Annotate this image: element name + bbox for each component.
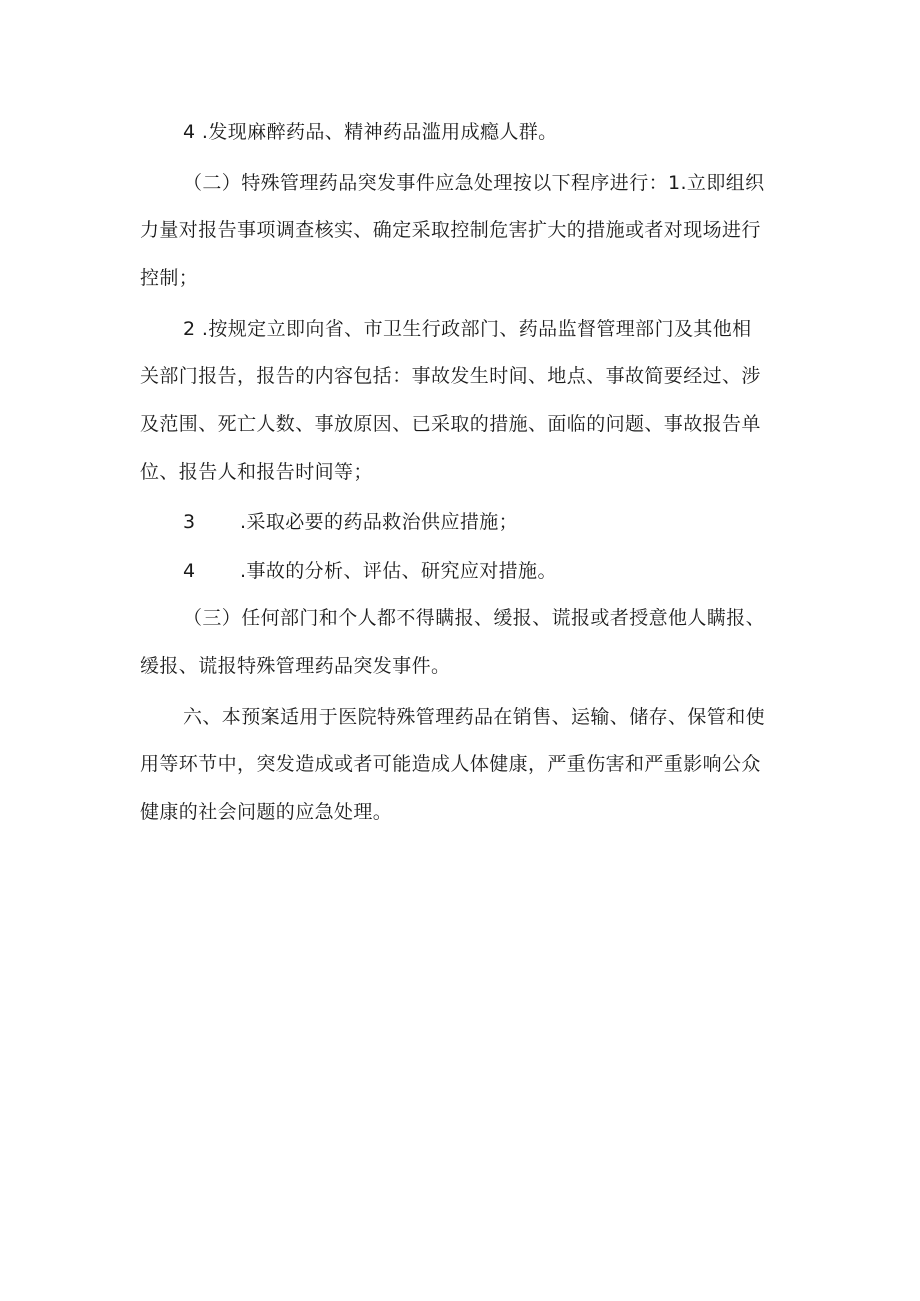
paragraph-line: （三）任何部门和个人都不得瞒报、缓报、谎报或者授意他人瞒报、 bbox=[183, 607, 766, 629]
paragraph-line: 及范围、死亡人数、事放原因、已采取的措施、面临的问题、事故报告单 bbox=[140, 413, 761, 435]
paragraph-line: 缓报、谎报特殊管理药品突发事件。 bbox=[140, 655, 451, 677]
paragraph-line: 2 .按规定立即向省、市卫生行政部门、药品监督管理部门及其他相 bbox=[183, 318, 752, 340]
paragraph-line: 用等环节中，突发造成或者可能造成人体健康，严重伤害和严重影响公众 bbox=[140, 753, 761, 775]
paragraph-line: 位、报告人和报告时间等； bbox=[140, 461, 373, 483]
paragraph-line: 力量对报告事项调查核实、确定采取控制危害扩大的措施或者对现场进行 bbox=[140, 219, 761, 241]
list-item-number: 3 bbox=[183, 511, 196, 533]
list-item-text: .事故的分析、评估、研究应对措施。 bbox=[240, 560, 557, 582]
list-item-number: 4 bbox=[183, 560, 196, 582]
paragraph-line: （二）特殊管理药品突发事件应急处理按以下程序进行：1.立即组织 bbox=[183, 172, 765, 194]
list-item bbox=[183, 559, 843, 583]
paragraph-line: 六、本预案适用于医院特殊管理药品在销售、运输、储存、保管和使 bbox=[183, 706, 766, 728]
list-item-text: .采取必要的药品救治供应措施； bbox=[240, 511, 519, 533]
paragraph-line: 控制； bbox=[140, 267, 199, 289]
paragraph-line: 4 .发现麻醉药品、精神药品滥用成瘾人群。 bbox=[183, 121, 558, 143]
list-item bbox=[183, 510, 843, 534]
paragraph-line: 健康的社会问题的应急处理。 bbox=[140, 801, 393, 823]
paragraph-line: 关部门报告，报告的内容包括：事故发生时间、地点、事故简要经过、涉 bbox=[140, 365, 761, 387]
